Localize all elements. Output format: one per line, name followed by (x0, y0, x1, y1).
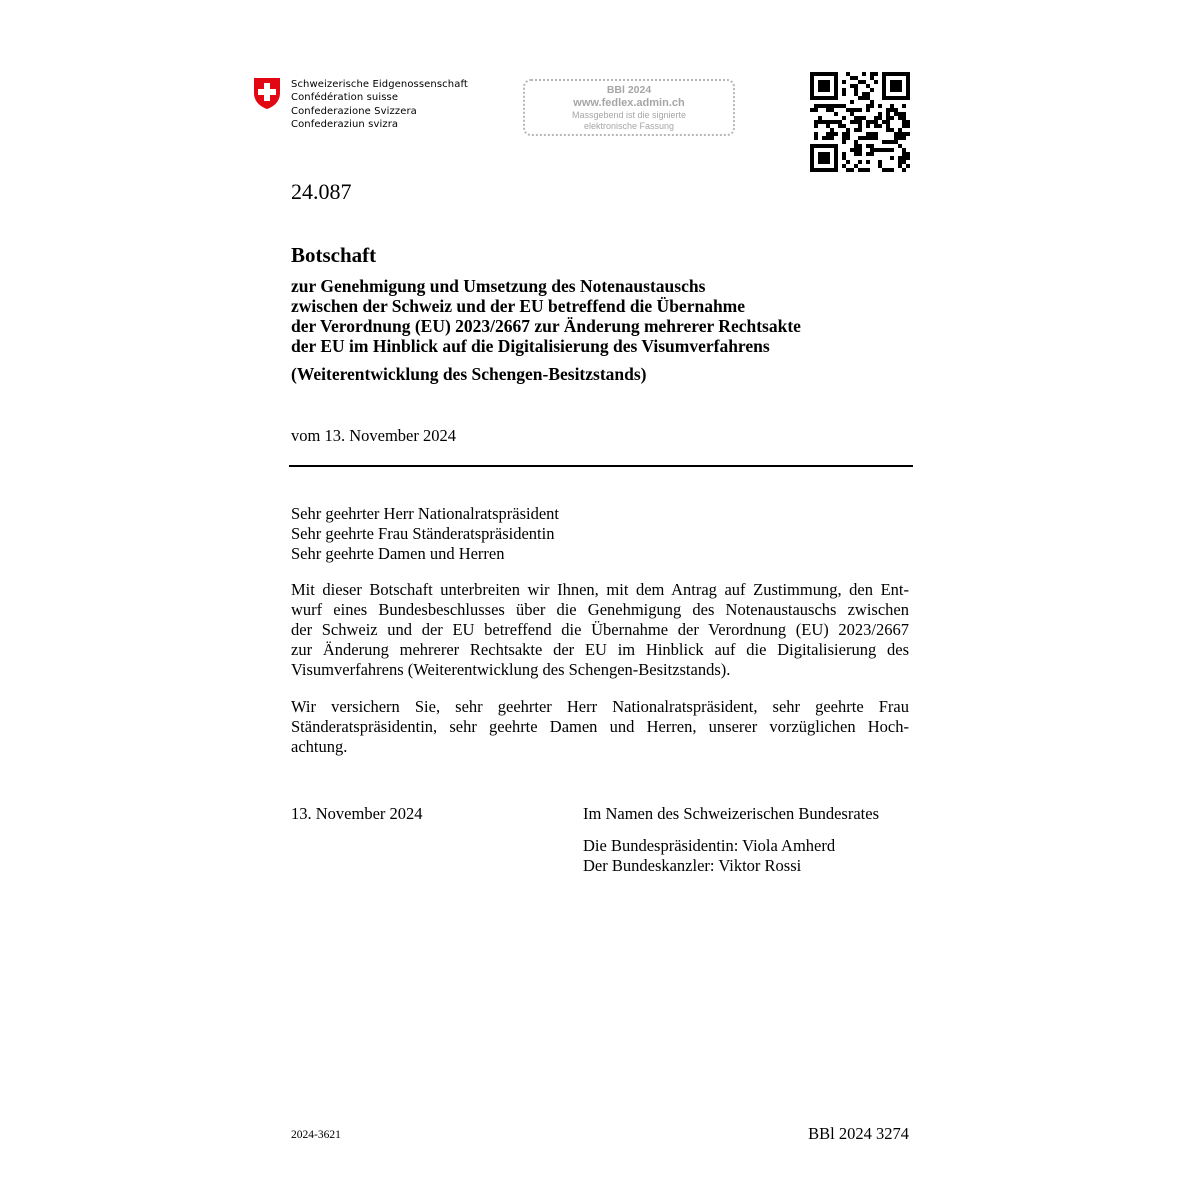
document-number: 24.087 (291, 179, 352, 204)
footer-document-id: 2024-3621 (291, 1129, 341, 1141)
confederation-name-it: Confederazione Svizzera (291, 105, 417, 117)
document-date: vom 13. November 2024 (291, 426, 456, 445)
subtitle-line: der EU im Hinblick auf die Digitalisierung des Visumverfahrens (291, 336, 770, 356)
paragraph-line: Mit dieser Botschaft unterbreiten wir Ihnen, mit dem Antrag auf Zustimmung, den Ent- (291, 580, 909, 599)
confederation-name-de: Schweizerische Eidgenossenschaft (291, 79, 468, 90)
confederation-name-fr: Confédération suisse (291, 92, 399, 104)
body-paragraph-1 (291, 580, 909, 680)
footer-page-reference: BBl 2024 3274 (808, 1124, 909, 1143)
signature-on-behalf: Im Namen des Schweizerischen Bundesrates (583, 804, 879, 823)
subtitle-extra: (Weiterentwicklung des Schengen-Besitzstands) (291, 364, 647, 384)
document-subtitle (291, 276, 801, 356)
paragraph-line: zur Änderung mehrerer Rechtsakte der EU im Hinblick auf die Digitalisierung des (291, 640, 909, 659)
divider-rule (289, 465, 913, 467)
signature-president: Die Bundespräsidentin: Viola Amherd (583, 836, 836, 855)
confederation-name-rm: Confederaziun svizra (291, 118, 399, 130)
paragraph-line: der Schweiz und der EU betreffend die Übernahme der Verordnung (EU) 2023/2667 (291, 620, 909, 639)
paragraph-line: wurf eines Bundesbeschlusses über die Genehmigung des Notenaustauschs zwischen (291, 600, 909, 619)
stamp-line-4: elektronische Fassung (583, 121, 675, 131)
subtitle-line: der Verordnung (EU) 2023/2667 zur Änderung mehrerer Rechtsakte (291, 316, 801, 336)
paragraph-line: Wir versichern Sie, sehr geehrter Herr Nationalratspräsident, sehr geehrte Frau (291, 697, 909, 716)
swiss-cross-shield-icon (253, 77, 281, 110)
body-paragraph-2 (291, 697, 909, 757)
subtitle-line: zwischen der Schweiz und der EU betreffend die Übernahme (291, 296, 746, 316)
publication-stamp (523, 79, 735, 136)
document-title: Botschaft (291, 243, 377, 267)
paragraph-line: Ständeratspräsidentin, sehr geehrte Damen und Herren, unserer vorzüglichen Hoch- (291, 717, 909, 736)
stamp-line-3: Massgebend ist die signierte (571, 110, 687, 120)
subtitle-line: zur Genehmigung und Umsetzung des Notenaustauschs (291, 276, 706, 296)
qr-code-icon (810, 72, 910, 172)
signature-chancellor: Der Bundeskanzler: Viktor Rossi (583, 856, 802, 875)
salutation-line: Sehr geehrter Herr Nationalratspräsident (291, 504, 560, 523)
paragraph-line: achtung. (291, 737, 348, 756)
stamp-line-2: www.fedlex.admin.ch (573, 97, 685, 109)
salutation-line: Sehr geehrte Frau Ständeratspräsidentin (291, 524, 555, 543)
signature-block (583, 804, 879, 876)
confederation-names (291, 78, 468, 131)
signature-date: 13. November 2024 (291, 804, 423, 823)
salutation-line: Sehr geehrte Damen und Herren (291, 544, 505, 563)
salutations (291, 504, 559, 564)
stamp-line-1: BBl 2024 (606, 84, 652, 96)
signature-gap (583, 824, 879, 836)
paragraph-line: Visumverfahrens (Weiterentwicklung des Schengen-Besitzstands). (291, 660, 731, 679)
